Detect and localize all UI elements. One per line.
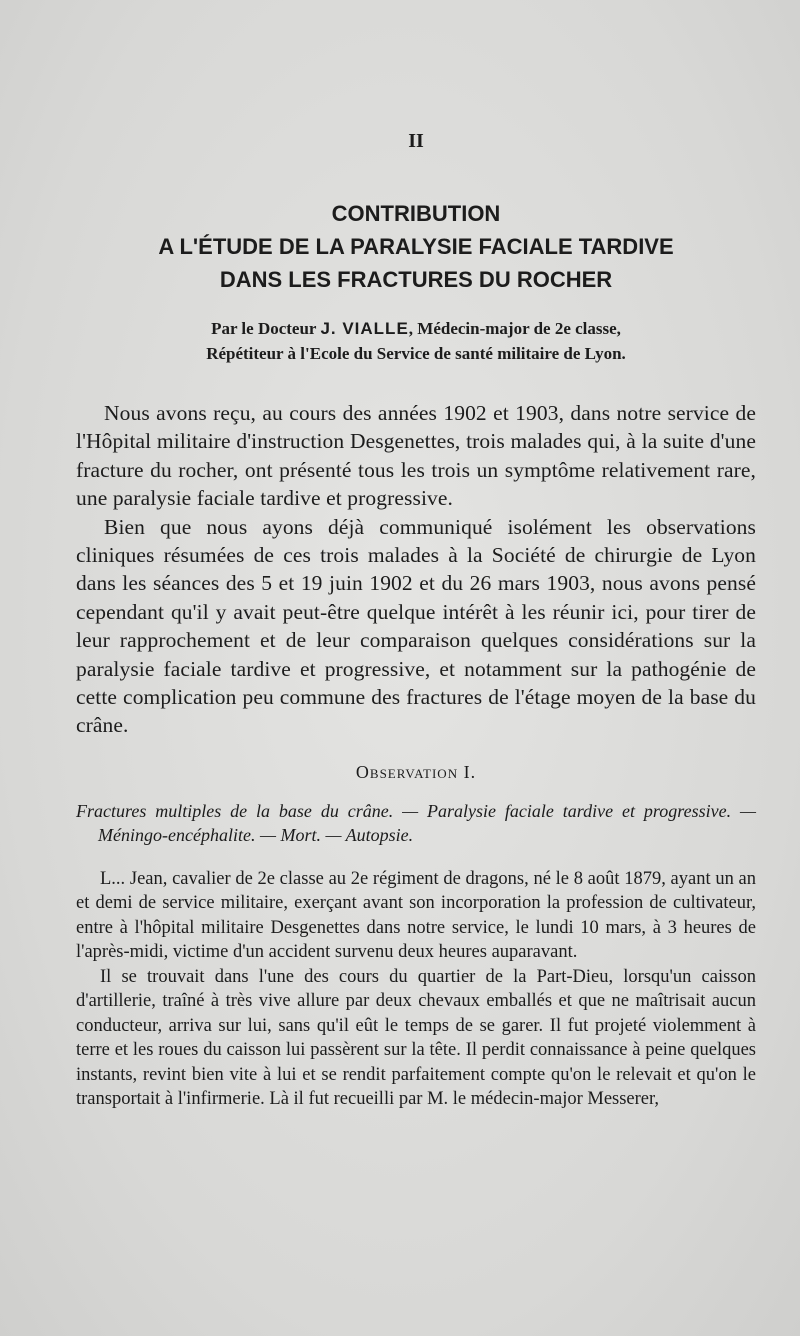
title-line-2: A L'ÉTUDE DE LA PARALYSIE FACIALE TARDIVE xyxy=(158,234,674,259)
observation-body xyxy=(76,867,756,1112)
observation-summary: Fractures multiples de la base du crâne. — Paralysie faciale tardive et progressive. — Méningo-encéphalite. — Mort. — Autopsie. xyxy=(76,800,756,845)
title-line-3: DANS LES FRACTURES DU ROCHER xyxy=(219,267,613,292)
chapter-number: II xyxy=(408,130,424,152)
author-line-2: Répétiteur à l'Ecole du Service de santé militaire de Lyon. xyxy=(206,344,626,363)
article-title xyxy=(76,197,756,296)
body-paragraph-2: Il se trouvait dans l'une des cours du quartier de la Part-Dieu, lorsqu'un caisson d'artillerie, traîné à très vive allure par deux chevaux emballés et que ne maîtrisait aucun conducteur, arriva sur lui, sans qu'il eût le temps de se garer. Il fut projeté violemment à terre et les roues du caisson lui passèrent sur la tête. Il perdit connaissance à peine quelques instants, revint bien vite à lui et se rendit parfaitement compte qu'on le relevait et qu'on le transportait à l'infirmerie. Là il fut recueilli par M. le médecin-major Messerer, xyxy=(76,966,756,1110)
page-content xyxy=(76,130,756,1112)
author-name: J. VIALLE xyxy=(320,319,409,338)
body-paragraph-1: L... Jean, cavalier de 2e classe au 2e régiment de dragons, né le 8 août 1879, ayant un an et demi de service militaire, exerçant avant son incorporation la profession de cultivateur, entre à l'hôpital militaire Desgenettes dans notre service, le lundi 10 mars, à 3 heures de l'après-midi, victime d'un accident survenu deux heures auparavant. xyxy=(76,868,756,963)
author-suffix: , Médecin-major de 2e classe, xyxy=(408,319,621,338)
author-line-1 xyxy=(76,316,756,341)
observation-heading: Observation I. xyxy=(355,761,477,782)
intro-paragraph-1: Nous avons reçu, au cours des années 1902 et 1903, dans notre service de l'Hôpital militaire d'instruction Desgenettes, trois malades qui, à la suite d'une fracture du rocher, ont présenté tous les trois un symptôme relativement rare, une paralysie faciale tardive et progressive. xyxy=(76,401,756,511)
introduction xyxy=(76,399,756,740)
title-line-1: CONTRIBUTION xyxy=(331,201,501,226)
author-byline xyxy=(76,316,756,366)
author-prefix: Par le Docteur xyxy=(211,319,321,338)
intro-paragraph-2: Bien que nous ayons déjà communiqué isolément les observations cliniques résumées de ces trois malades à la Société de chirurgie de Lyon dans les séances des 5 et 19 juin 1902 et du 26 mars 1903, nous avons pensé cependant qu'il y avait peut-être quelque intérêt à les réunir ici, pour tirer de leur rapprochement et de leur comparaison quelques considérations sur la paralysie faciale tardive et progressive, et notamment sur la pathogénie de cette complication peu commune des fractures de l'étage moyen de la base du crâne. xyxy=(76,514,756,738)
